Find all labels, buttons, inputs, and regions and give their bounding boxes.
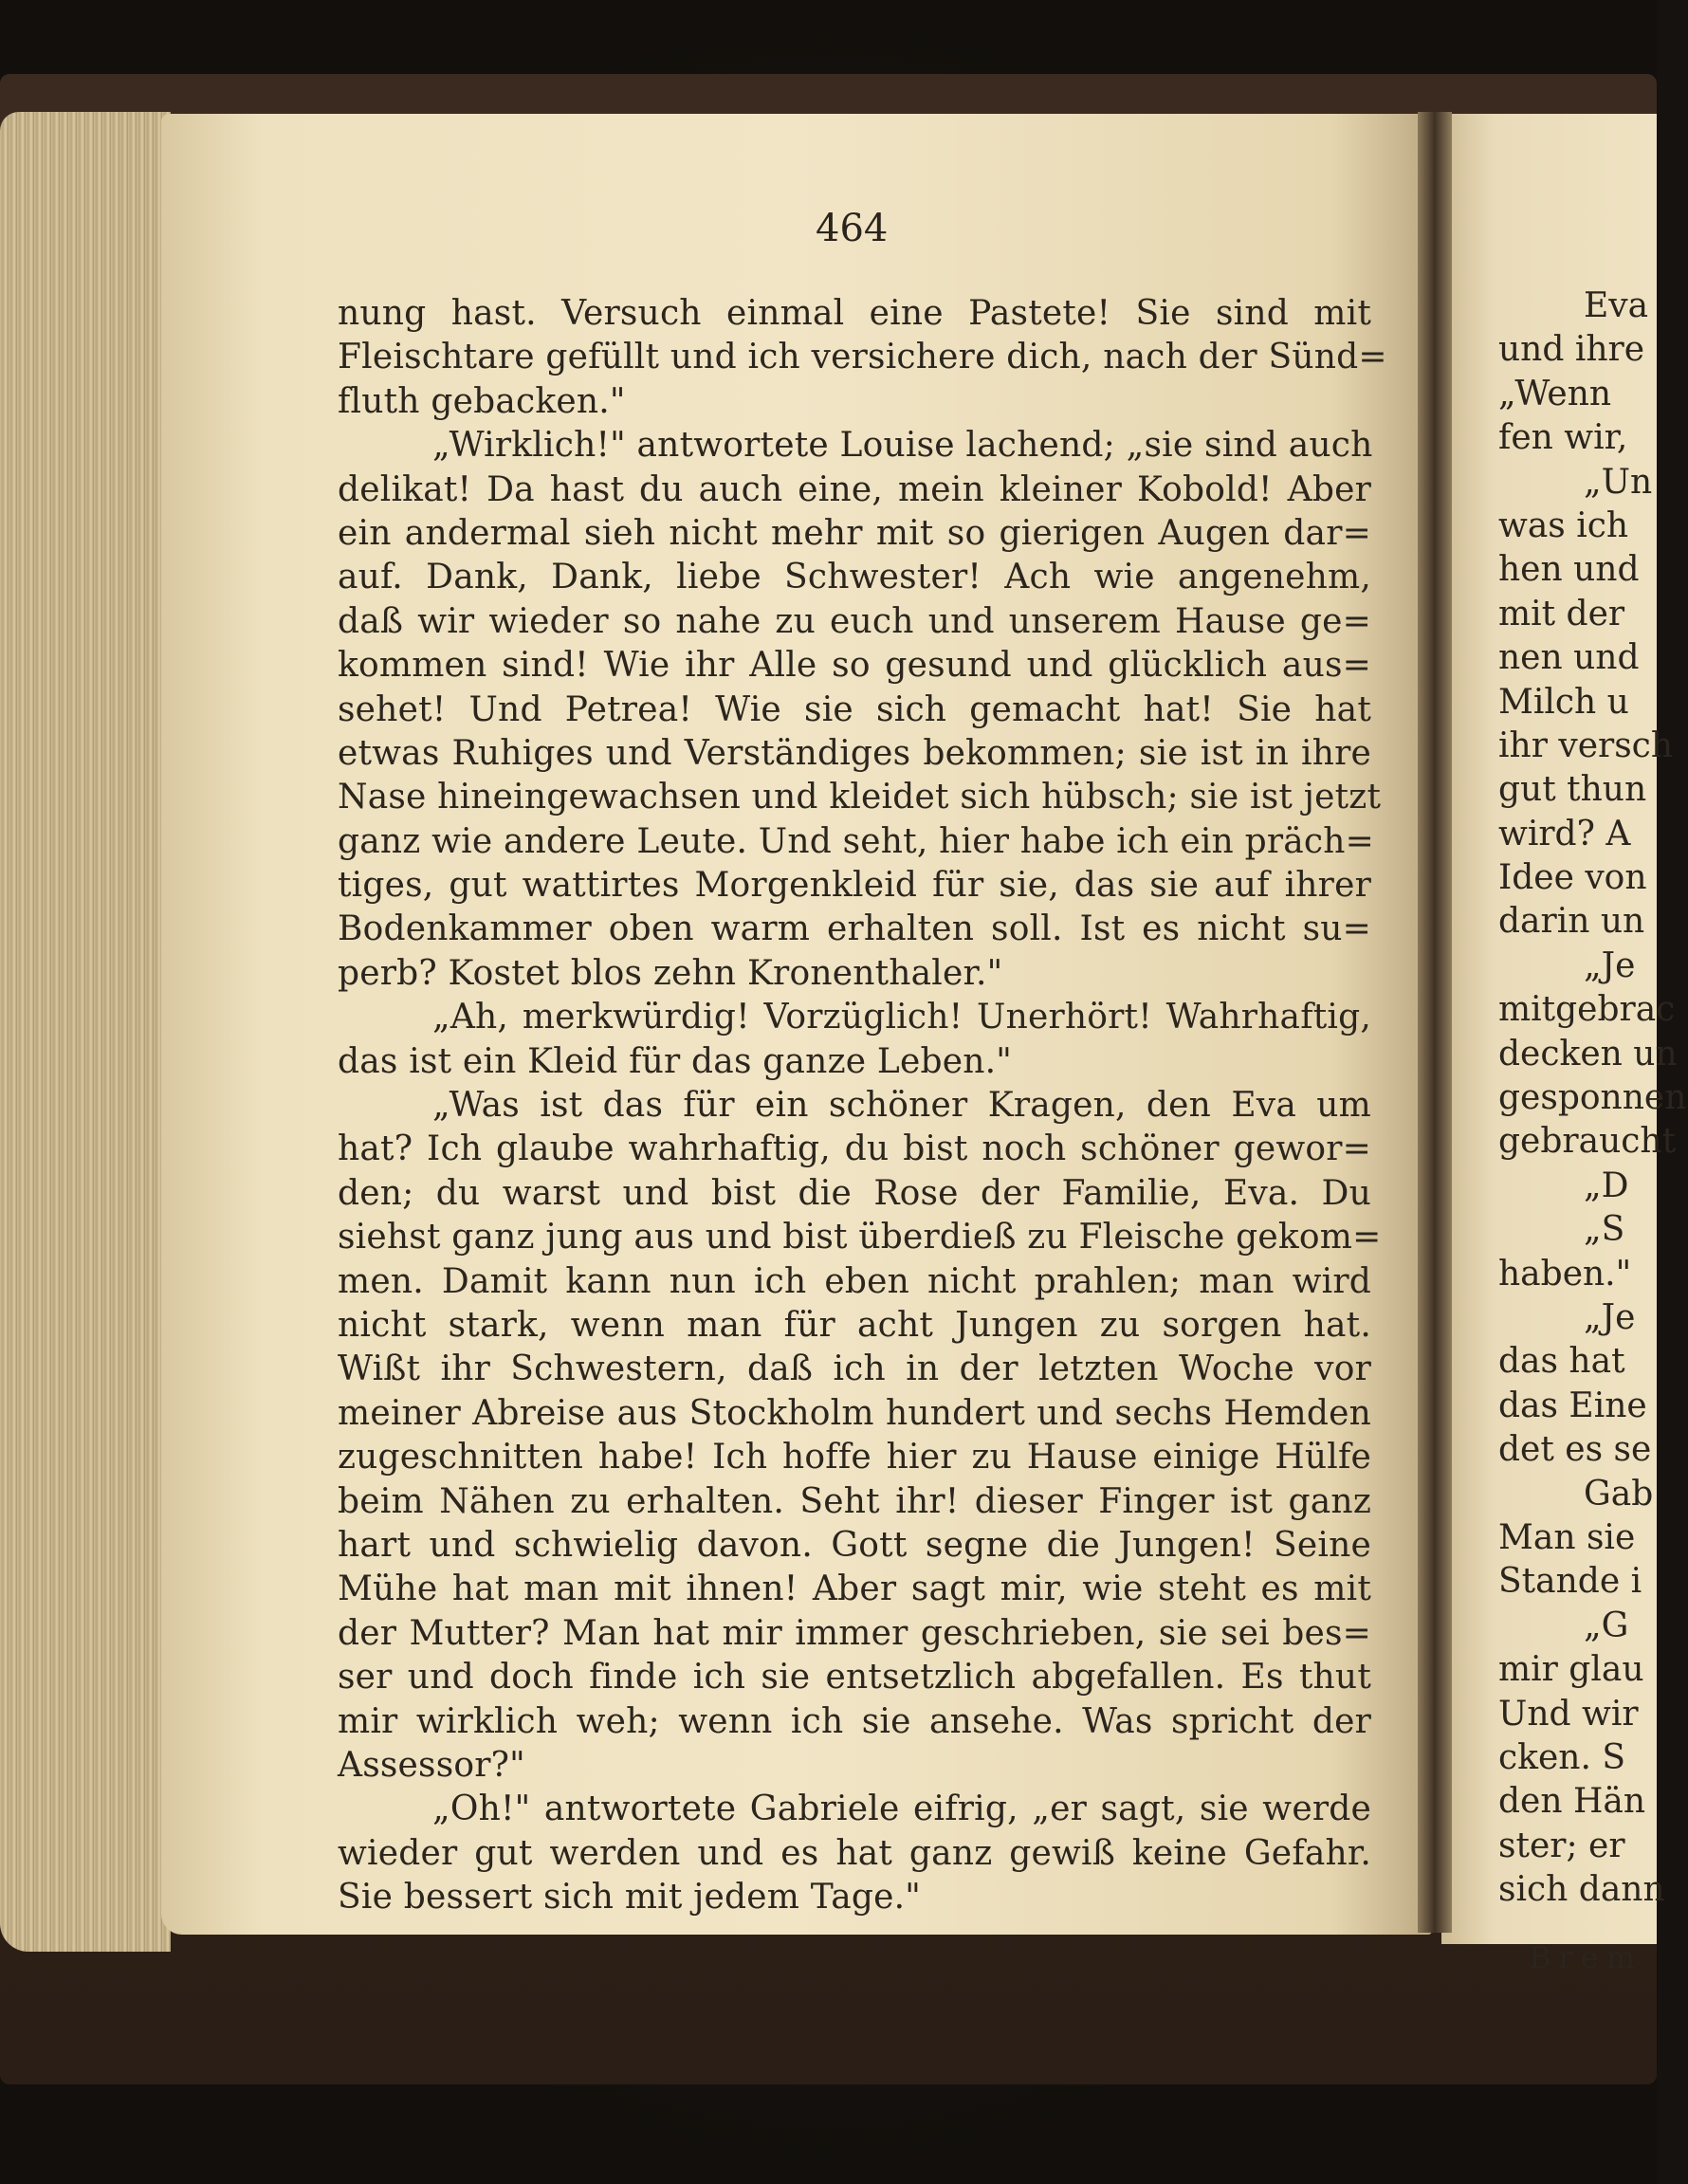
right-text-line: fen wir, — [1498, 418, 1628, 458]
right-text-line: Und wir — [1498, 1694, 1639, 1734]
text-line: ganz wie andere Leute. Und seht, hier habe ich ein präch= — [338, 821, 1374, 861]
right-text-line: „S — [1584, 1210, 1625, 1250]
right-text-line: decken un — [1498, 1034, 1678, 1074]
right-text-line: mir glau — [1498, 1650, 1644, 1690]
text-line: der Mutter? Man hat mir immer geschrieben, sie sei bes= — [338, 1613, 1371, 1653]
right-text-line: was ich — [1498, 505, 1629, 545]
right-text-line: mitgebrac — [1498, 990, 1676, 1030]
right-text-line: nen und — [1498, 638, 1640, 678]
right-text-line: haben." — [1498, 1254, 1632, 1294]
text-line: etwas Ruhiges und Verständiges bekommen; sie ist in ihre — [338, 733, 1371, 773]
right-text-line: wird? A — [1498, 814, 1631, 853]
right-text-line: darin un — [1498, 902, 1645, 942]
text-line: Mühe hat man mit ihnen! Aber sagt mir, wie steht es mit — [338, 1569, 1371, 1609]
right-text-line: „Un — [1584, 462, 1653, 502]
text-line: Fleischtare gefüllt und ich versichere dich, nach der Sünd= — [338, 338, 1387, 377]
text-line: meiner Abreise aus Stockholm hundert und sechs Hemden — [338, 1393, 1371, 1433]
text-line: wieder gut werden und es hat ganz gewiß keine Gefahr. — [338, 1833, 1371, 1873]
text-line: Sie bessert sich mit jedem Tage." — [338, 1878, 922, 1918]
right-text-line: „Je — [1584, 945, 1636, 985]
text-line: das ist ein Kleid für das ganze Leben." — [338, 1041, 1013, 1081]
text-line: nung hast. Versuch einmal eine Pastete! Sie sind mit — [338, 294, 1371, 333]
right-text-line: gesponnen — [1498, 1078, 1687, 1118]
text-line: mir wirklich weh; wenn ich sie ansehe. Was spricht der — [338, 1701, 1371, 1741]
text-line: beim Nähen zu erhalten. Seht ihr! dieser Finger ist ganz — [338, 1481, 1371, 1521]
right-text-line: Man sie — [1498, 1517, 1636, 1557]
text-line: hat? Ich glaube wahrhaftig, du bist noch schöner gewor= — [338, 1129, 1371, 1169]
right-text-line: gut thun — [1498, 770, 1647, 810]
right-text-line: gebraucht — [1498, 1122, 1677, 1162]
right-text-line: das hat — [1498, 1342, 1625, 1382]
right-text-line: Eva — [1584, 286, 1649, 325]
text-line: den; du warst und bist die Rose der Familie, Eva. Du — [338, 1173, 1371, 1213]
right-text-line: „Je — [1584, 1297, 1636, 1337]
text-line: „Was ist das für ein schöner Kragen, den Eva um — [432, 1086, 1371, 1126]
text-line: Nase hineingewachsen und kleidet sich hübsch; sie ist jetzt — [338, 778, 1382, 817]
text-line: auf. Dank, Dank, liebe Schwester! Ach wie angenehm, — [338, 558, 1371, 597]
right-text-line: ster; er — [1498, 1826, 1625, 1865]
text-line: daß wir wieder so nahe zu euch und unserem Hause ge= — [338, 601, 1371, 641]
text-line: „Wirklich!" antwortete Louise lachend; „sie sind auch — [432, 426, 1373, 466]
text-line: Assessor?" — [338, 1745, 525, 1785]
text-line: nicht stark, wenn man für acht Jungen zu sorgen hat. — [338, 1305, 1371, 1345]
right-text-line: Gab — [1584, 1474, 1654, 1514]
right-text-line: Idee von — [1498, 858, 1647, 898]
text-line: delikat! Da hast du auch eine, mein kleiner Kobold! Aber — [338, 469, 1371, 509]
right-text-line: den Hän — [1498, 1782, 1646, 1822]
text-line: siehst ganz jung aus und bist überdieß zu Fleische gekom= — [338, 1218, 1382, 1257]
text-line: ein andermal sieh nicht mehr mit so gierigen Augen dar= — [338, 513, 1371, 553]
text-line: sehet! Und Petrea! Wie sie sich gemacht hat! Sie hat — [338, 689, 1371, 729]
text-line: „Oh!" antwortete Gabriele eifrig, „er sagt, sie werde — [432, 1789, 1371, 1829]
text-line: perb? Kostet blos zehn Kronenthaler." — [338, 953, 1003, 993]
right-text-line: hen und — [1498, 550, 1640, 590]
text-line: zugeschnitten habe! Ich hoffe hier zu Hause einige Hülfe — [338, 1438, 1371, 1477]
page-edges — [0, 112, 171, 1952]
right-text-line: Milch u — [1498, 682, 1629, 722]
right-text-line: sich dann — [1498, 1870, 1665, 1910]
right-text-line: mit der — [1498, 594, 1625, 633]
right-text-line: det es se — [1498, 1430, 1652, 1470]
text-line: kommen sind! Wie ihr Alle so gesund und glücklich aus= — [338, 646, 1371, 686]
text-line: Bodenkammer oben warm erhalten soll. Ist es nicht su= — [338, 909, 1371, 949]
right-text-line: cken. S — [1498, 1737, 1626, 1777]
right-text-line: „G — [1584, 1606, 1629, 1645]
right-text-line: Stande i — [1498, 1562, 1642, 1602]
text-line: Wißt ihr Schwestern, daß ich in der letzten Woche vor — [338, 1349, 1371, 1389]
text-line: men. Damit kann nun ich eben nicht prahlen; man wird — [338, 1261, 1371, 1301]
page-number: 464 — [816, 207, 889, 250]
right-text-line: „D — [1584, 1165, 1629, 1205]
text-line: tiges, gut wattirtes Morgenkleid für sie, das sie auf ihrer — [338, 866, 1371, 906]
right-text-line: ihr versch — [1498, 725, 1674, 765]
text-line: hart und schwielig davon. Gott segne die Jungen! Seine — [338, 1525, 1371, 1565]
right-catchword: Brem — [1529, 1939, 1643, 1975]
right-text-line: und ihre — [1498, 330, 1645, 370]
right-text-block — [1498, 284, 1688, 1912]
text-line: ser und doch finde ich sie entsetzlich abgefallen. Es thut — [338, 1658, 1371, 1698]
left-text-block — [338, 292, 1387, 1919]
right-text-line: das Eine — [1498, 1386, 1647, 1425]
right-text-line: „Wenn — [1498, 374, 1612, 413]
text-line: fluth gebacken." — [338, 381, 626, 421]
text-line: „Ah, merkwürdig! Vorzüglich! Unerhört! Wahrhaftig, — [432, 998, 1371, 1037]
book-gutter — [1418, 112, 1452, 1933]
